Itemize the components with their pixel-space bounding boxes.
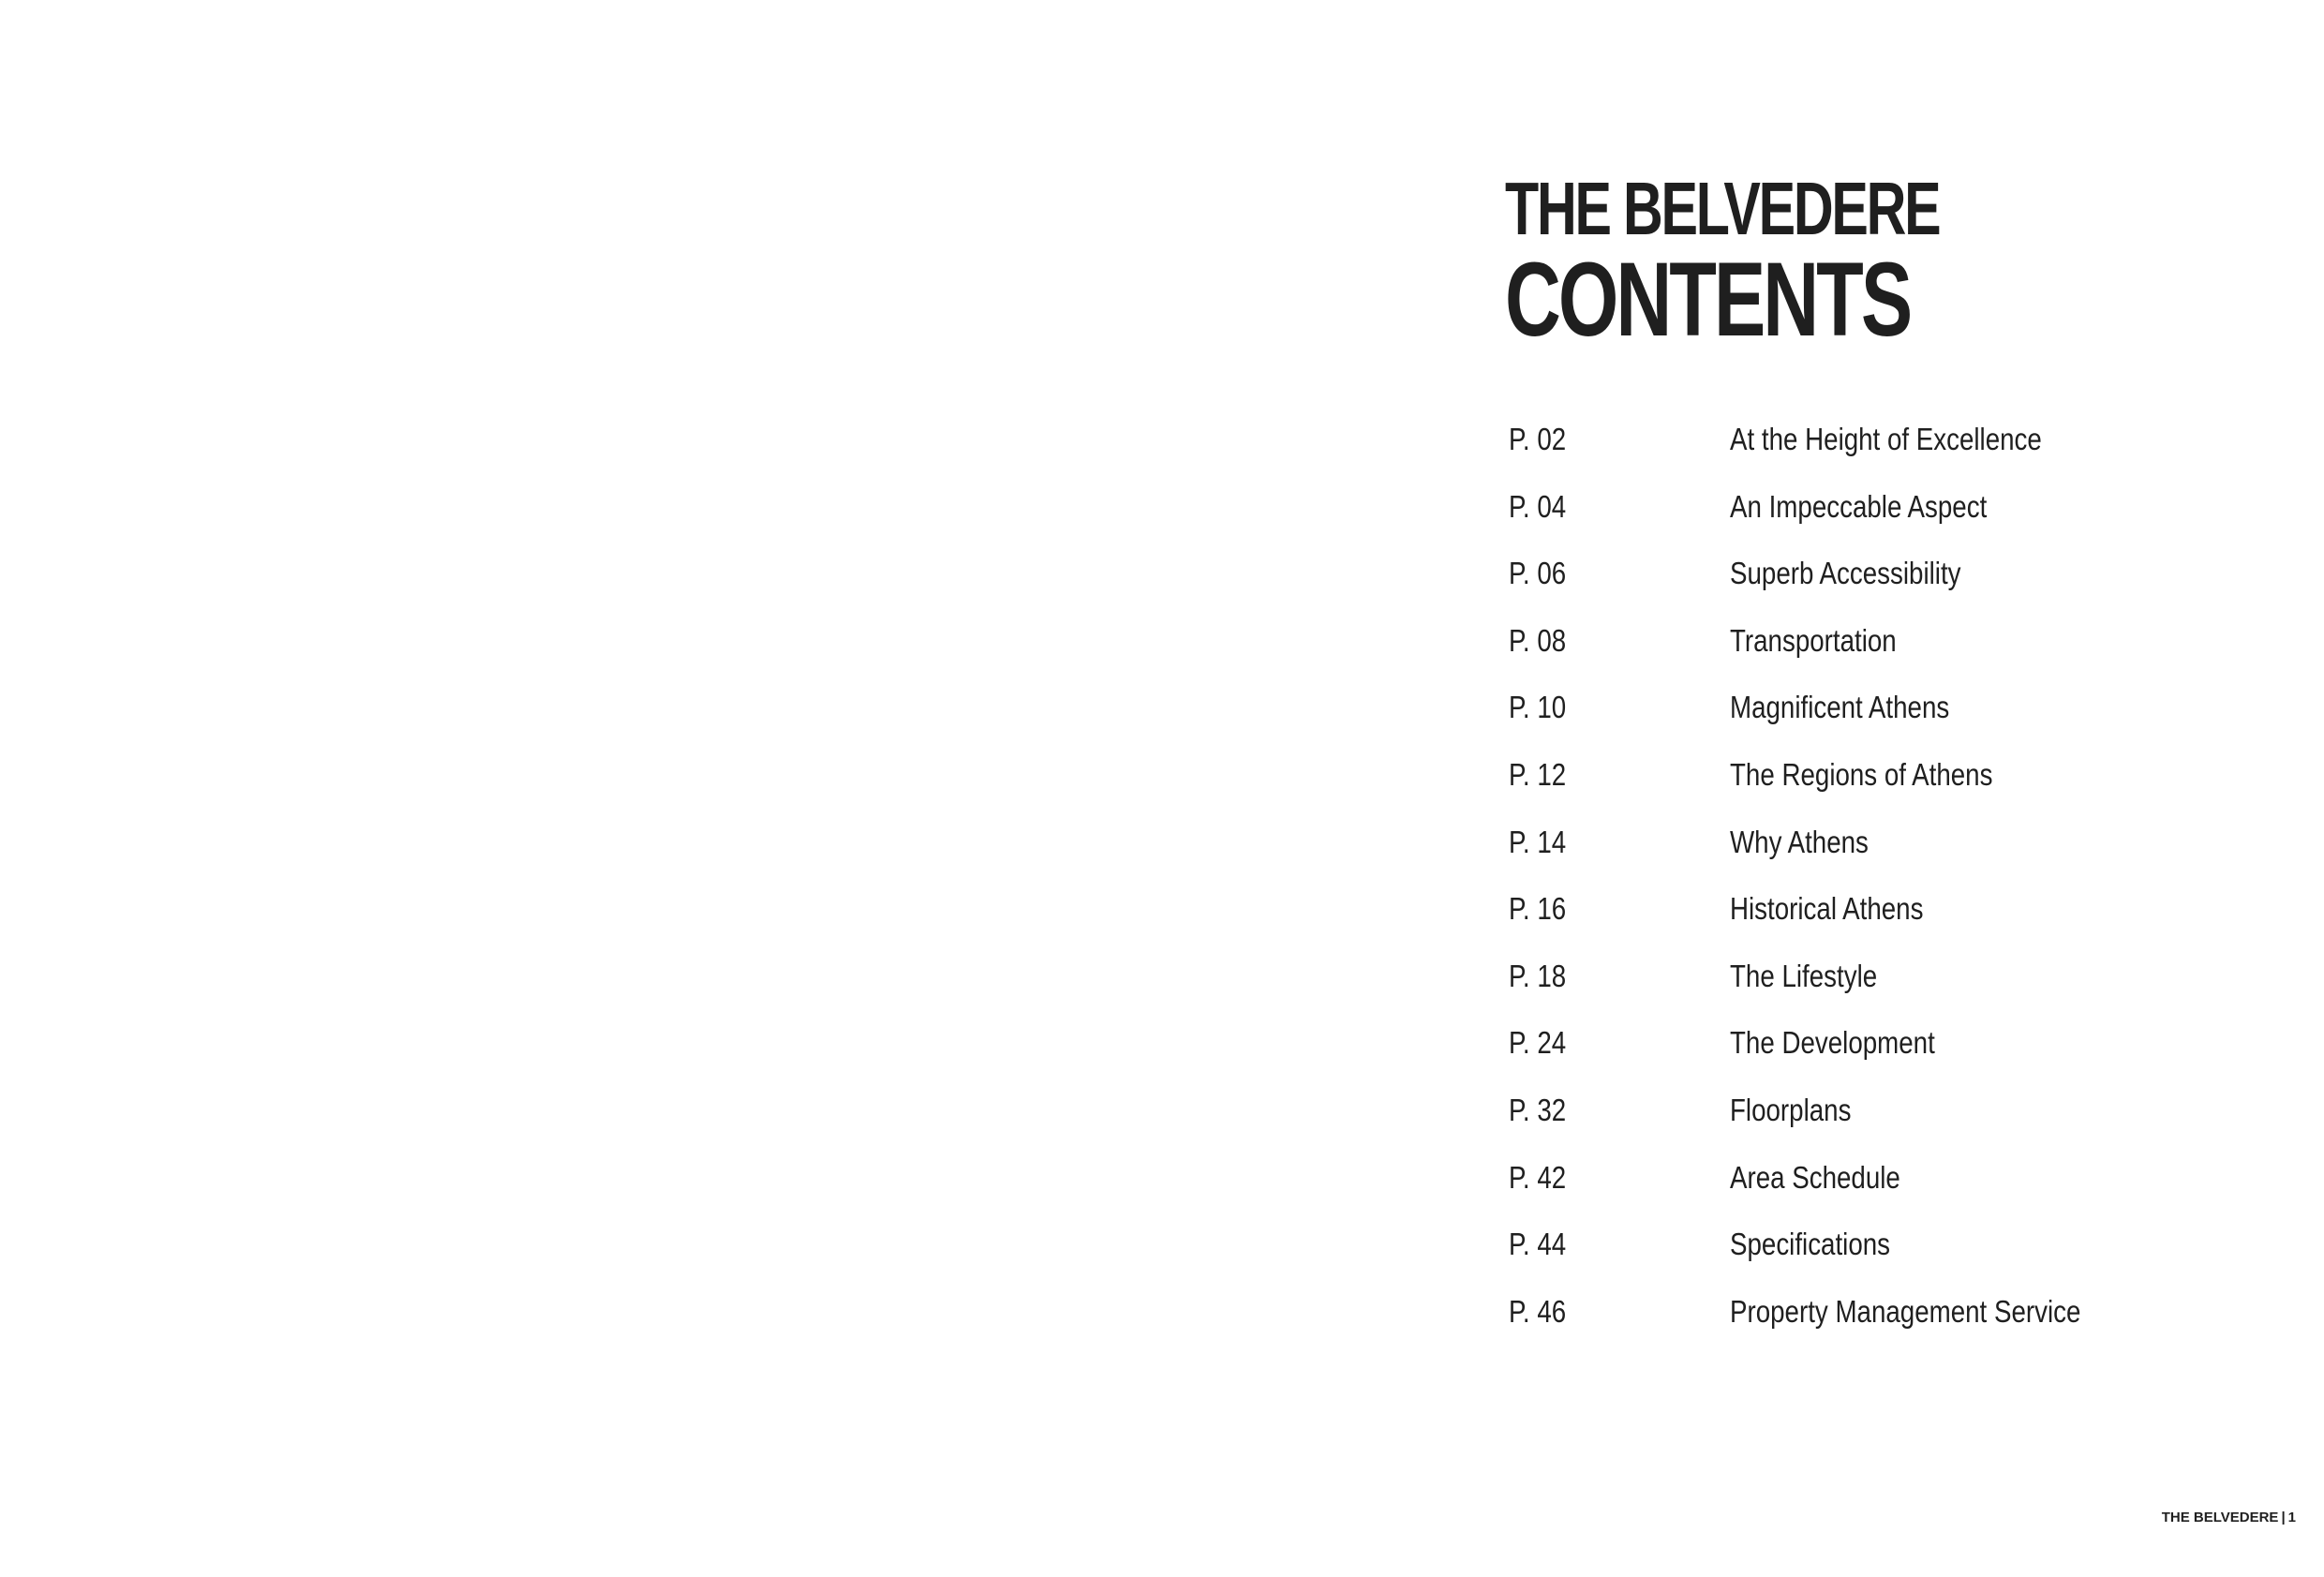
- toc-row: [1509, 418, 2221, 485]
- footer-brand: THE BELVEDERE: [2161, 1510, 2279, 1525]
- contents-heading: CONTENTS: [1505, 241, 1911, 358]
- toc-entry-title[interactable]: An Impeccable Aspect: [1730, 488, 1988, 524]
- brochure-title: THE BELVEDERE: [1505, 167, 1940, 250]
- toc-page-number: P. 02: [1509, 422, 1567, 456]
- toc-entry-title[interactable]: Transportation: [1730, 622, 1897, 658]
- footer-page-number: 1: [2287, 1510, 2296, 1525]
- table-of-contents: [1509, 418, 2221, 1357]
- toc-entry-title[interactable]: Why Athens: [1730, 824, 1869, 859]
- toc-row: [1509, 887, 2221, 955]
- toc-row: [1509, 821, 2221, 888]
- toc-entry-title[interactable]: Floorplans: [1730, 1092, 1852, 1127]
- toc-row: [1509, 1223, 2221, 1290]
- toc-entry-title[interactable]: Magnificent Athens: [1730, 690, 1950, 725]
- toc-entry-title[interactable]: The Regions of Athens: [1730, 756, 1993, 792]
- toc-entry-title[interactable]: Superb Accessibility: [1730, 556, 1961, 591]
- toc-page-number: P. 12: [1509, 756, 1567, 792]
- toc-row: [1509, 1021, 2221, 1089]
- toc-page-number: P. 42: [1509, 1159, 1567, 1195]
- toc-row: [1509, 485, 2221, 553]
- toc-row: [1509, 686, 2221, 753]
- toc-page-number: P. 06: [1509, 556, 1567, 591]
- toc-row: [1509, 1156, 2221, 1224]
- toc-row: [1509, 955, 2221, 1022]
- page-footer: [2137, 1509, 2296, 1527]
- toc-entry-title[interactable]: At the Height of Excellence: [1730, 422, 2042, 456]
- toc-page-number: P. 14: [1509, 824, 1567, 859]
- toc-page-number: P. 04: [1509, 488, 1567, 524]
- toc-page-number: P. 10: [1509, 690, 1567, 725]
- toc-row: [1509, 1290, 2221, 1358]
- toc-page-number: P. 32: [1509, 1092, 1567, 1127]
- heading-block: [1505, 167, 2161, 358]
- toc-entry-title[interactable]: Property Management Service: [1730, 1293, 2081, 1329]
- toc-entry-title[interactable]: Historical Athens: [1730, 891, 1924, 927]
- toc-page-number: P. 24: [1509, 1025, 1567, 1061]
- footer-separator: |: [2281, 1510, 2286, 1525]
- toc-row: [1509, 753, 2221, 821]
- toc-entry-title[interactable]: Area Schedule: [1730, 1159, 1900, 1195]
- toc-entry-title[interactable]: The Development: [1730, 1025, 1935, 1061]
- toc-page-number: P. 08: [1509, 622, 1567, 658]
- toc-row: [1509, 552, 2221, 619]
- toc-page-number: P. 18: [1509, 958, 1567, 993]
- toc-entry-title[interactable]: The Lifestyle: [1730, 958, 1878, 993]
- toc-page-number: P. 46: [1509, 1293, 1567, 1329]
- toc-page-number: P. 16: [1509, 891, 1567, 927]
- toc-entry-title[interactable]: Specifications: [1730, 1227, 1891, 1262]
- toc-row: [1509, 1089, 2221, 1156]
- toc-page-number: P. 44: [1509, 1227, 1567, 1262]
- contents-page: [1162, 0, 2324, 1577]
- toc-row: [1509, 619, 2221, 687]
